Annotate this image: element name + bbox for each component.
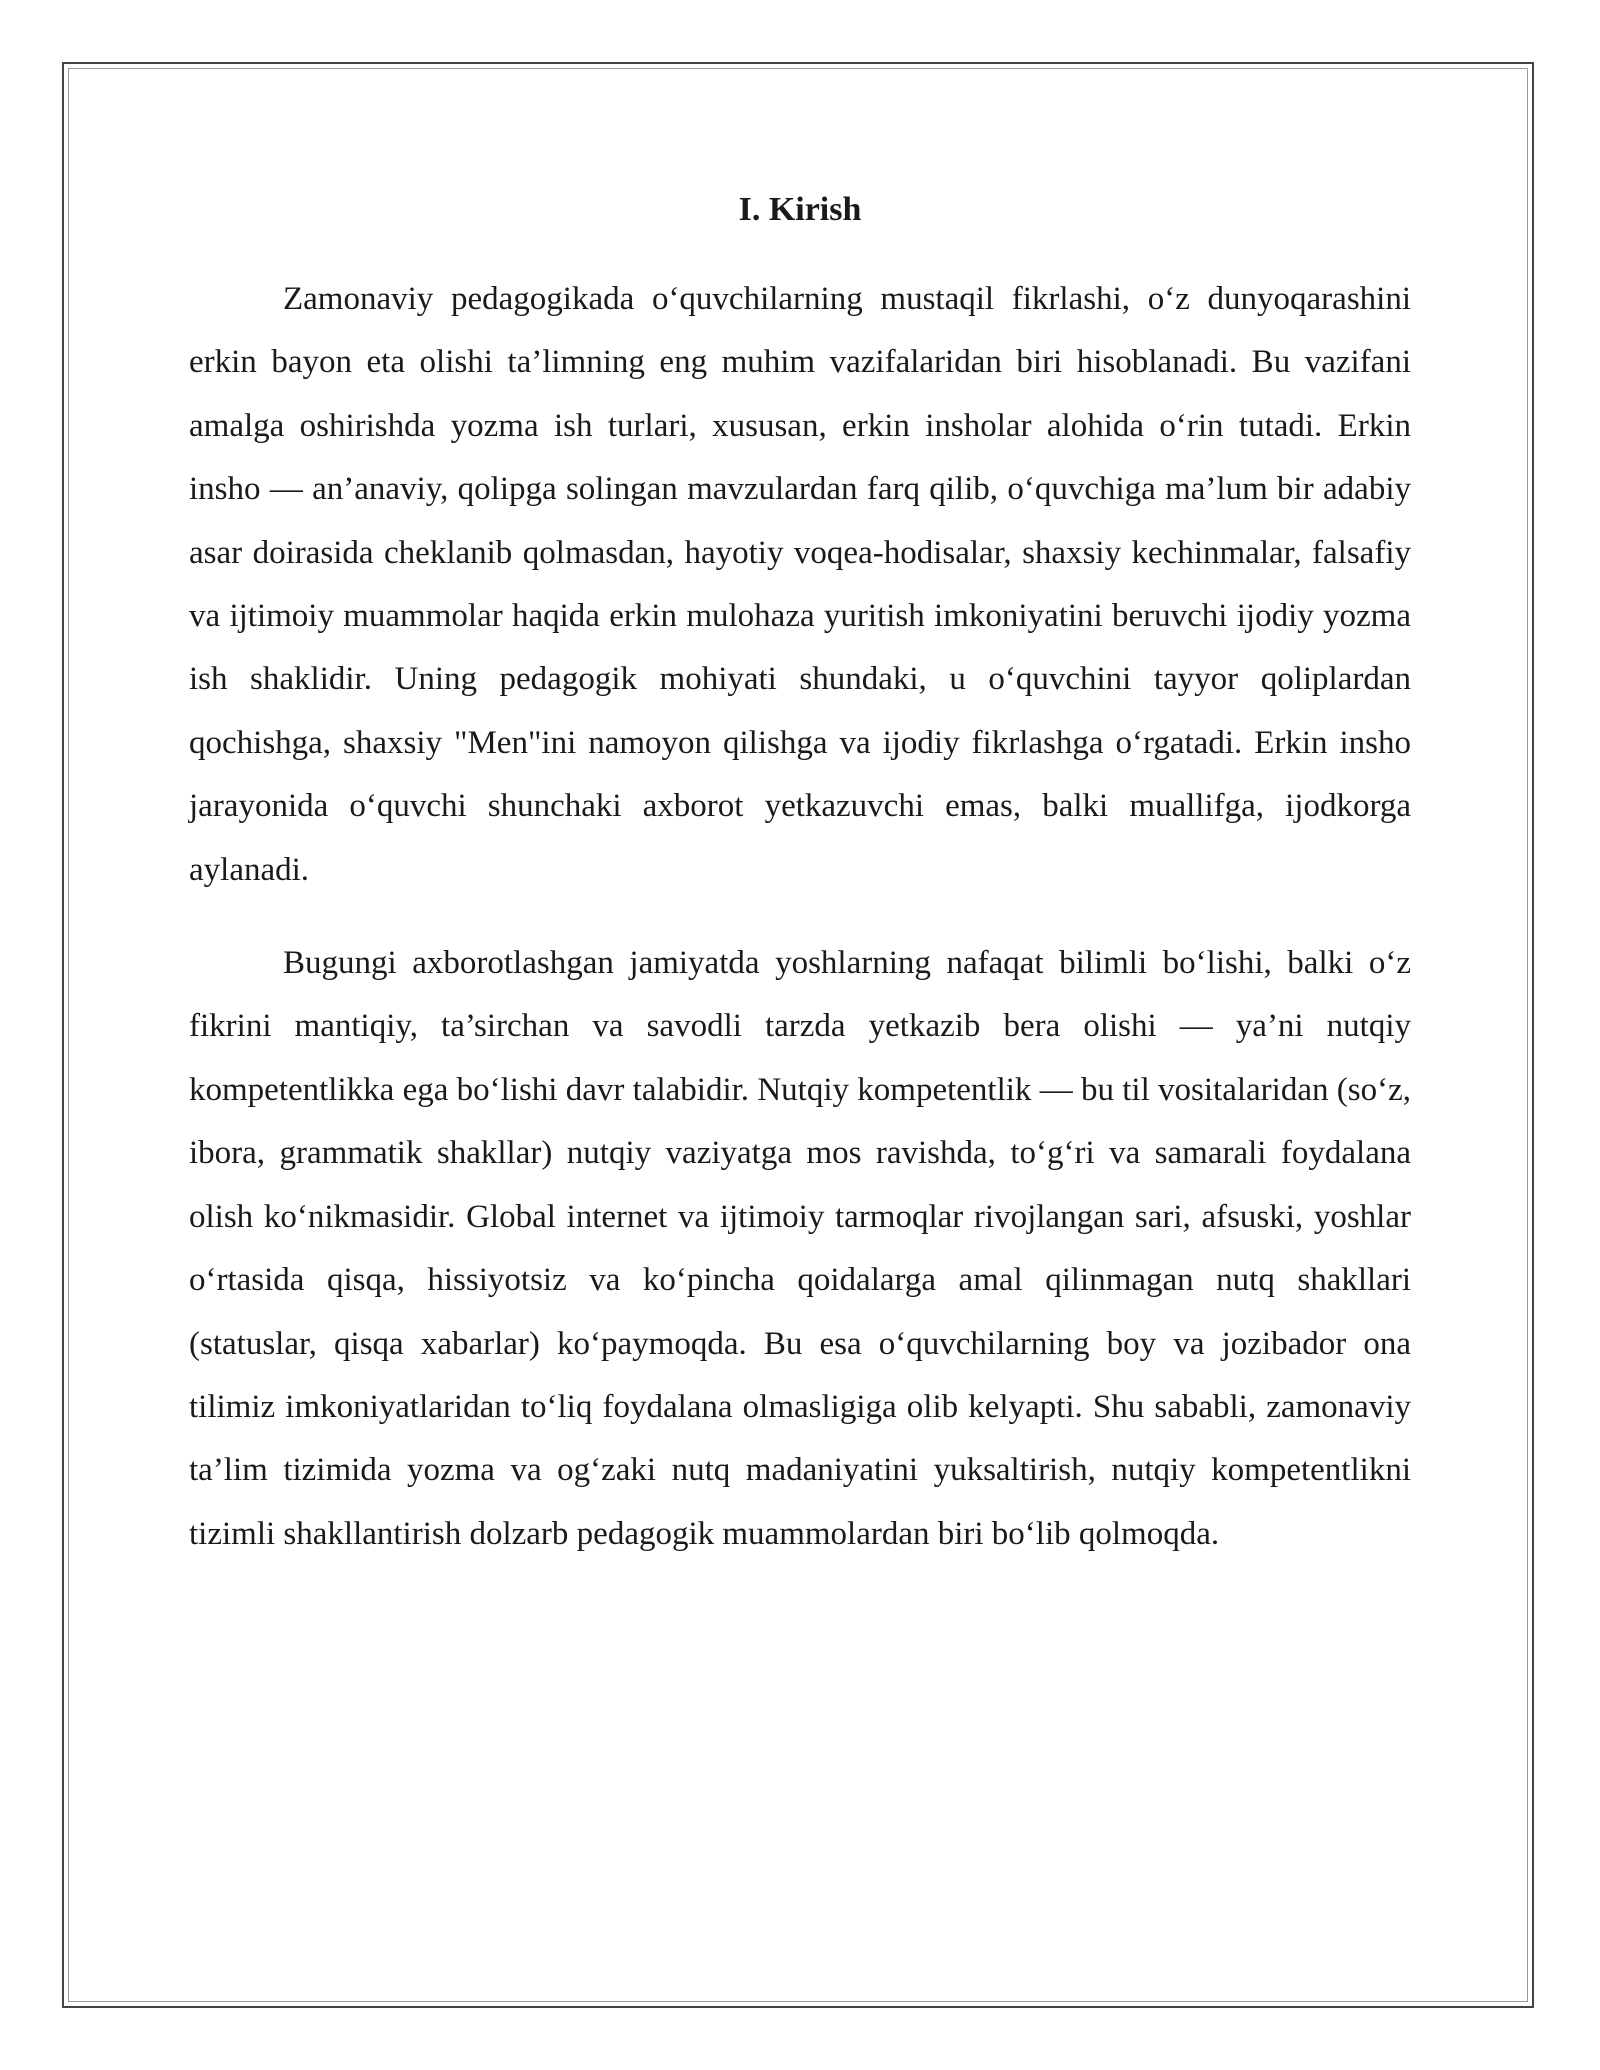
section-heading: I. Kirish <box>738 191 862 228</box>
paragraph-speech-competence: Bugungi axborotlashgan jamiyatda yoshlarning nafaqat bilimli bo‘lishi, balki o‘z fikrini mantiqiy, ta’sirchan va savodli tarzda yetkazib bera olishi — ya’ni nutqiy kompetentlikka ega bo‘lishi davr talabidir. Nutqiy kompetentlik — bu til vositalaridan (so‘z, ibora, grammatik shakllar) nutqiy vaziyatga mos ravishda, to‘g‘ri va samarali foydalana olish ko‘nikmasidir. Global internet va ijtimoiy tarmoqlar rivojlangan sari, afsuski, yoshlar o‘rtasida qisqa, hissiyotsiz va ko‘pincha qoidalarga amal qilinmagan nutq shakllari (statuslar, qisqa xabarlar) ko‘paymoqda. Bu esa o‘quvchilarning boy va jozibador ona tilimiz imkoniyatlaridan to‘liq foydalana olmasligiga olib kelyapti. Shu sababli, zamonaviy ta’lim tizimida yozma va og‘zaki nutq madaniyatini yuksaltirish, nutqiy kompetentlikni tizimli shakllantirish dolzarb pedagogik muammolardan biri bo‘lib qolmoqda. <box>189 945 1411 1552</box>
document-body <box>189 186 1411 1596</box>
paragraph-introduction: Zamonaviy pedagogikada o‘quvchilarning mustaqil fikrlashi, o‘z dunyoqarashini erkin bayon eta olishi ta’limning eng muhim vazifalaridan biri hisoblanadi. Bu vazifani amalga oshirishda yozma ish turlari, xususan, erkin insholar alohida o‘rin tutadi. Erkin insho — an’anaviy, qolipga solingan mavzulardan farq qilib, o‘quvchiga ma’lum bir adabiy asar doirasida cheklanib qolmasdan, hayotiy voqea-hodisalar, shaxsiy kechinmalar, falsafiy va ijtimoiy muammolar haqida erkin mulohaza yuritish imkoniyatini beruvchi ijodiy yozma ish shaklidir. Uning pedagogik mohiyati shundaki, u o‘quvchini tayyor qoliplardan qochishga, shaxsiy "Men"ini namoyon qilishga va ijodiy fikrlashga o‘rgatadi. Erkin insho jarayonida o‘quvchi shunchaki axborot yetkazuvchi emas, balki muallifga, ijodkorga aylanadi. <box>189 281 1411 888</box>
